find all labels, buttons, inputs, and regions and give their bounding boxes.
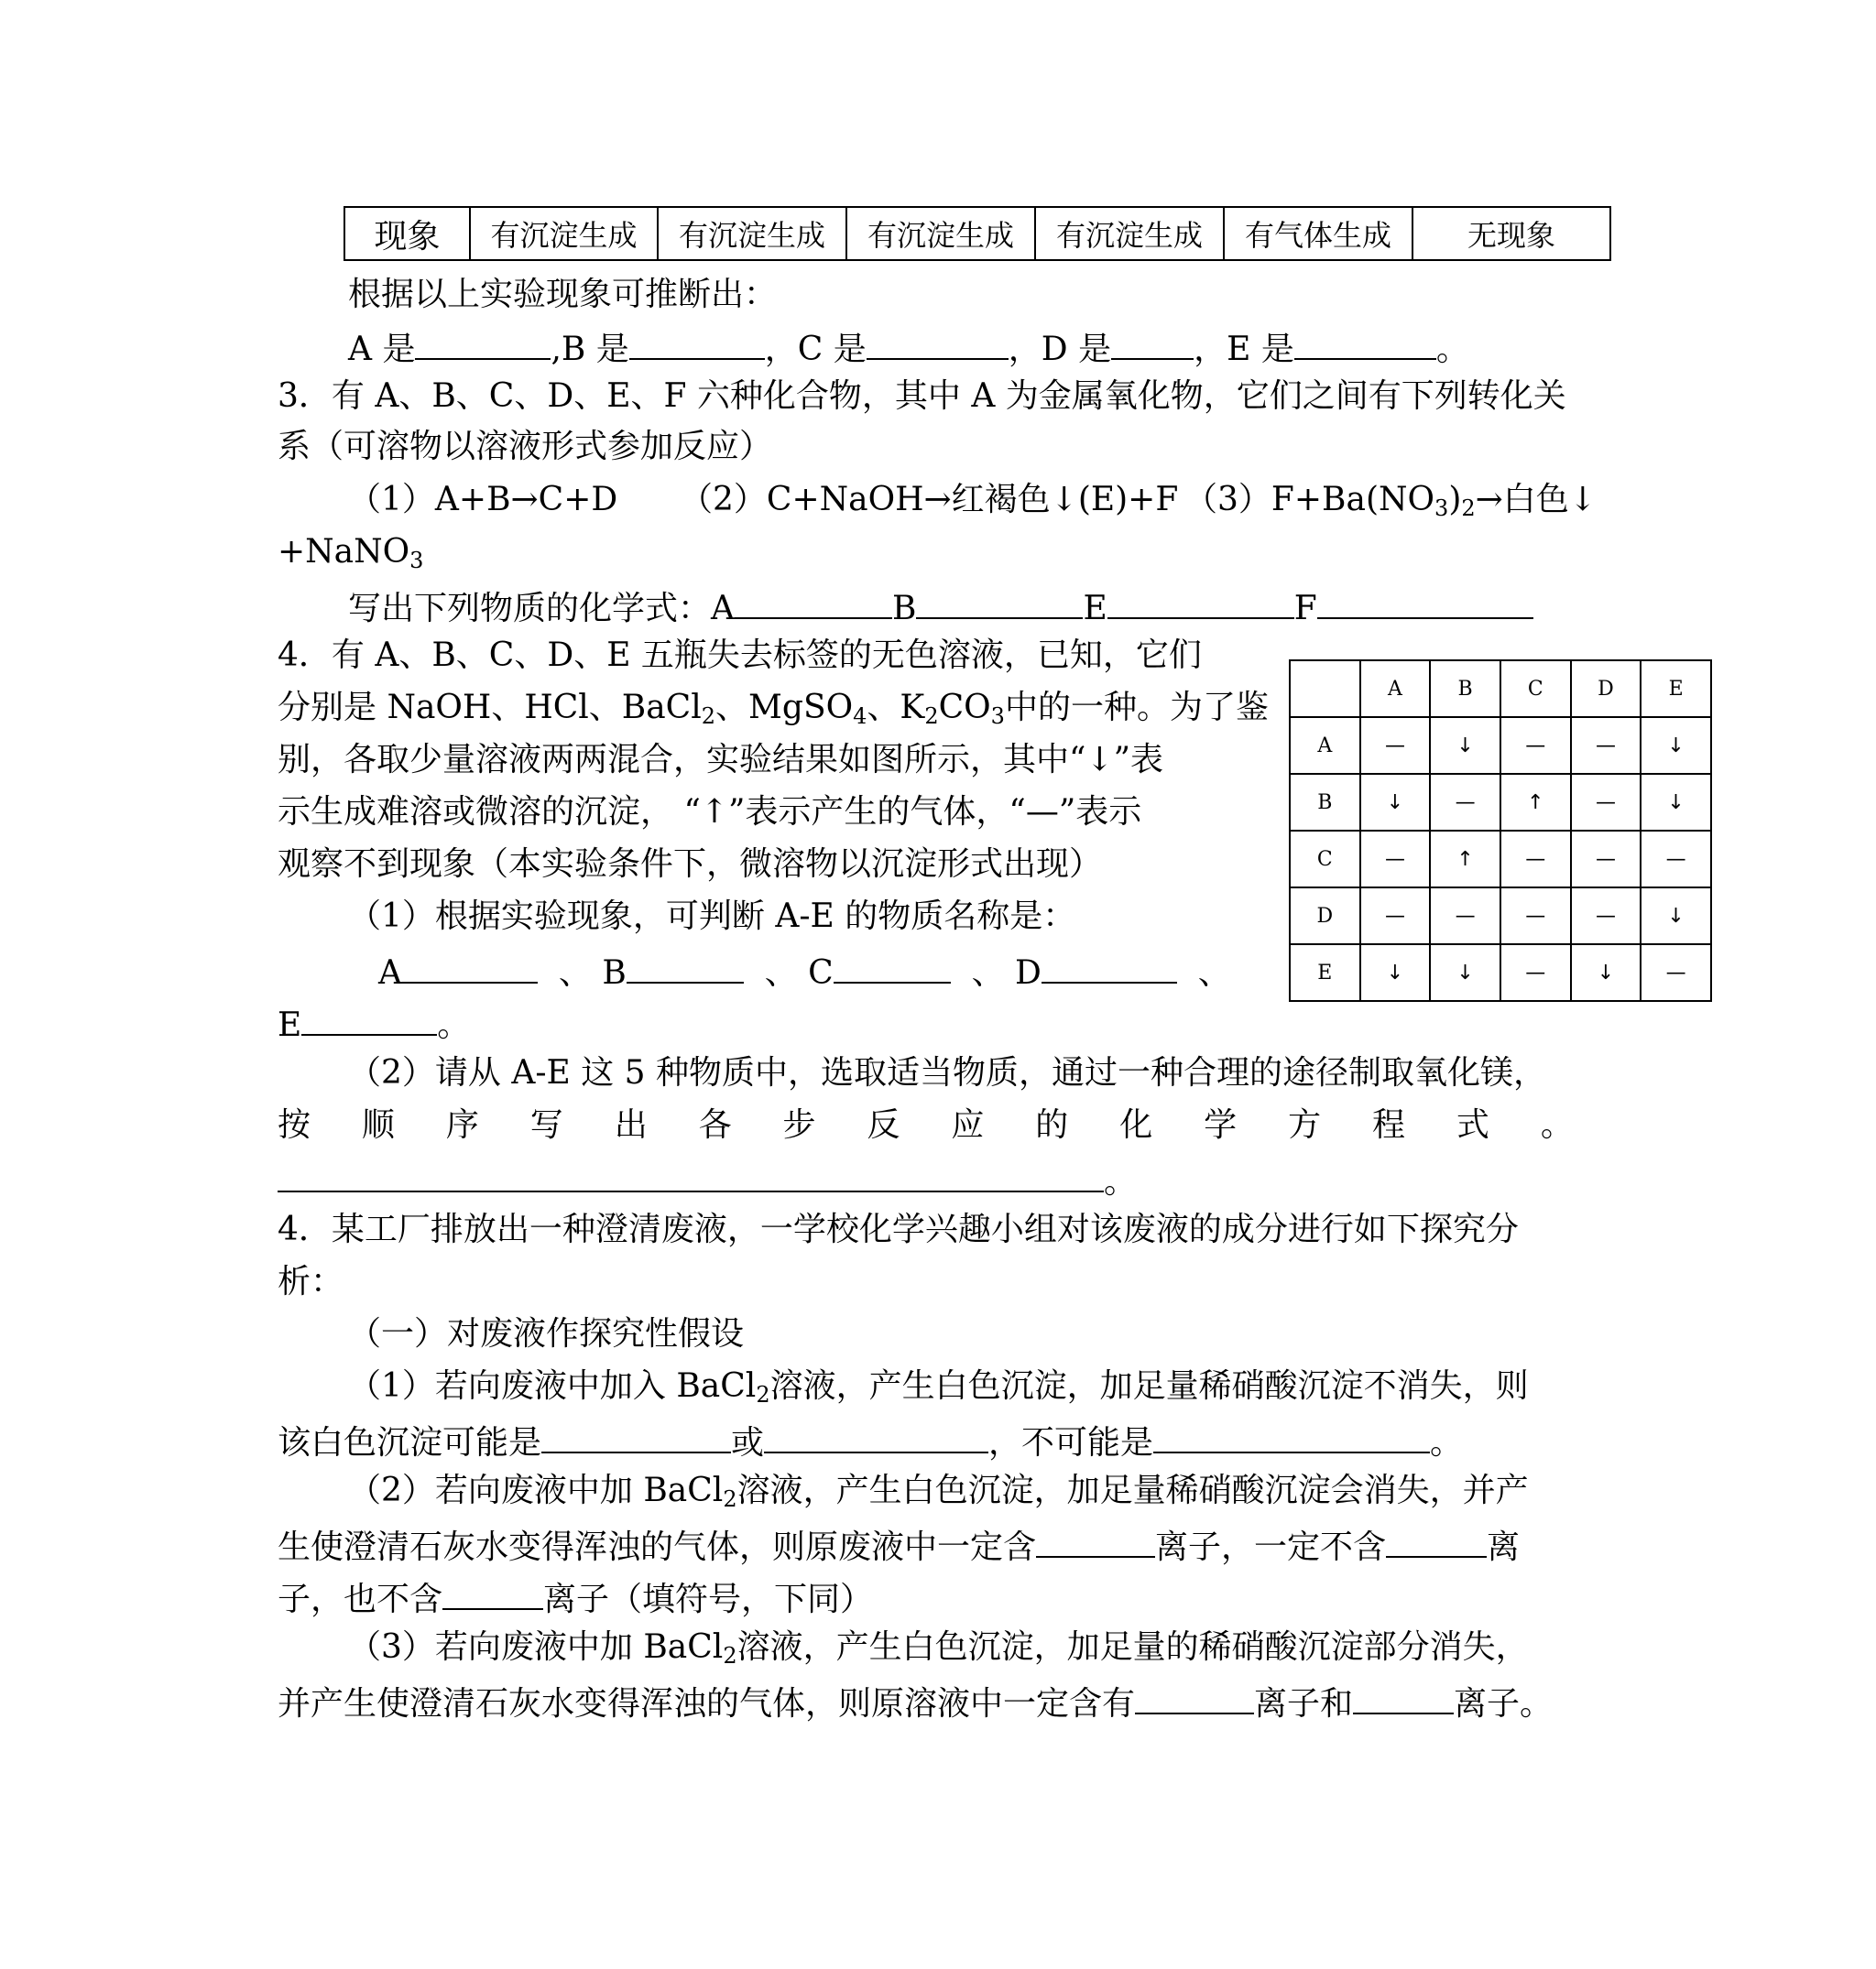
- q4-line-3: 别，各取少量溶液两两混合，实验结果如图所示，其中“↓”表: [278, 741, 1163, 778]
- grid-cell: —: [1430, 774, 1500, 831]
- grid-cell: ↓: [1360, 944, 1431, 1001]
- observation-table: [344, 206, 1611, 261]
- blank-c[interactable]: [867, 327, 1009, 360]
- spread-char: 应: [951, 1106, 985, 1144]
- blank-a[interactable]: [415, 327, 551, 360]
- blank-q3-e[interactable]: [1107, 586, 1294, 619]
- grid-cell: —: [1360, 717, 1431, 774]
- blank-q4-b[interactable]: [627, 951, 744, 984]
- mixing-result-grid: [1289, 659, 1712, 1002]
- spread-char: 程: [1371, 1106, 1405, 1144]
- grid-row-label: D: [1290, 887, 1360, 944]
- grid-cell: —: [1571, 717, 1642, 774]
- grid-header-cell: [1290, 660, 1360, 717]
- blank-q5-7[interactable]: [1135, 1681, 1254, 1714]
- spread-char: 步: [782, 1106, 816, 1144]
- grid-cell: —: [1571, 774, 1642, 831]
- blank-q5-4[interactable]: [1036, 1525, 1155, 1558]
- q4-line-2: 分别是 NaOH、HCl、BaCl$_2$、MgSO$_4$、$K_2CO_3$中的一种。为了鉴: [278, 689, 1269, 729]
- spread-char: 化: [1119, 1106, 1153, 1144]
- q3-line-2: 系（可溶物以溶液形式参加反应）: [278, 428, 773, 465]
- blank-q4-d[interactable]: [1042, 951, 1177, 984]
- grid-cell: —: [1360, 831, 1431, 887]
- grid-row: [1290, 831, 1711, 887]
- spread-char: 写: [529, 1106, 563, 1144]
- spread-char: 顺: [361, 1106, 395, 1144]
- grid-cell: —: [1571, 831, 1642, 887]
- grid-cell: ↓: [1641, 717, 1711, 774]
- blank-q5-8[interactable]: [1353, 1681, 1454, 1714]
- grid-header-cell: E: [1641, 660, 1711, 717]
- obs-cell: 有沉淀生成: [1035, 207, 1224, 260]
- q4-line-8: （2）请从 A-E 这 5 种物质中，选取适当物质，通过一种合理的途径制取氧化镁，: [348, 1054, 1547, 1092]
- blank-b[interactable]: [629, 327, 765, 360]
- blank-q4-equations[interactable]: [278, 1159, 1104, 1192]
- obs-cell: 有沉淀生成: [846, 207, 1035, 260]
- grid-cell: —: [1641, 831, 1711, 887]
- grid-row-label: B: [1290, 774, 1360, 831]
- grid-cell: —: [1571, 887, 1642, 944]
- grid-cell: ↓: [1430, 944, 1500, 1001]
- grid-header-cell: C: [1500, 660, 1571, 717]
- grid-header-cell: D: [1571, 660, 1642, 717]
- q4-answer-line: A 、 B 、 C 、 D 、: [378, 951, 1231, 992]
- obs-cell: 无现象: [1412, 207, 1610, 260]
- infer-line: 根据以上实验现象可推断出：: [348, 276, 778, 313]
- q4-line-6: （1）根据实验现象，可判断 A-E 的物质名称是：: [348, 897, 1076, 935]
- q5-line-9: （3）若向废液中加 BaCl$_2$溶液，产生白色沉淀，加足量的稀硝酸沉淀部分消失，: [348, 1628, 1529, 1669]
- q3-reaction-1: （1）A+B→C+D: [348, 481, 618, 518]
- spread-char: 。: [1540, 1106, 1574, 1144]
- q4-line-5: 观察不到现象（本实验条件下，微溶物以沉淀形式出现）: [278, 845, 1103, 883]
- blank-q5-6[interactable]: [442, 1577, 543, 1610]
- grid-row: [1290, 887, 1711, 944]
- spread-char: 的: [1035, 1106, 1069, 1144]
- grid-cell: ↓: [1571, 944, 1642, 1001]
- grid-row: [1290, 944, 1711, 1001]
- q3-reaction-3-cont: +NaNO$_3$: [278, 533, 424, 573]
- grid-cell: ↑: [1500, 774, 1571, 831]
- blank-q5-5[interactable]: [1386, 1525, 1487, 1558]
- grid-row: [1290, 717, 1711, 774]
- grid-cell: —: [1360, 887, 1431, 944]
- grid-cell: —: [1500, 944, 1571, 1001]
- blank-q4-a[interactable]: [402, 951, 538, 984]
- q4-answer-line-e: E 。: [278, 1003, 470, 1044]
- spread-char: 方: [1288, 1106, 1322, 1144]
- grid-row: [1290, 774, 1711, 831]
- spread-char: 出: [614, 1106, 648, 1144]
- grid-row-label: A: [1290, 717, 1360, 774]
- grid-cell: —: [1500, 717, 1571, 774]
- q3-line-1: 3．有 A、B、C、D、E、F 六种化合物，其中 A 为金属氧化物，它们之间有下列转化关: [278, 377, 1566, 415]
- grid-cell: —: [1430, 887, 1500, 944]
- q3-reaction-2: （2）C+NaOH→红褐色↓(E)+F: [680, 481, 1179, 518]
- q5-line-4: （1）若向废液中加入 BaCl$_2$溶液，产生白色沉淀，加足量稀硝酸沉淀不消失，则: [348, 1367, 1529, 1408]
- q4-line-10: 。: [278, 1159, 1137, 1201]
- obs-cell: 现象: [344, 207, 470, 260]
- q5-line-1: 4．某工厂排放出一种澄清废液，一学校化学兴趣小组对该废液的成分进行如下探究分: [278, 1211, 1519, 1248]
- obs-cell: 有气体生成: [1224, 207, 1412, 260]
- blank-q5-1[interactable]: [541, 1420, 731, 1453]
- grid-cell: —: [1641, 944, 1711, 1001]
- spread-char: 按: [278, 1106, 311, 1144]
- q5-line-7: 生使澄清石灰水变得浑浊的气体，则原废液中一定含 离子，一定不含 离: [278, 1525, 1520, 1566]
- q4-line-1: 4．有 A、B、C、D、E 五瓶失去标签的无色溶液，已知，它们: [278, 636, 1202, 674]
- blank-q3-a[interactable]: [735, 586, 892, 619]
- blank-q4-c[interactable]: [834, 951, 951, 984]
- grid-header-cell: B: [1430, 660, 1500, 717]
- observation-row: [344, 207, 1610, 260]
- grid-row-label: E: [1290, 944, 1360, 1001]
- obs-cell: 有沉淀生成: [658, 207, 846, 260]
- grid-row-label: C: [1290, 831, 1360, 887]
- q5-line-8: 子，也不含 离子（填符号，下同）: [278, 1577, 873, 1618]
- grid-header-cell: A: [1360, 660, 1431, 717]
- blank-q3-f[interactable]: [1317, 586, 1533, 619]
- spread-char: 反: [867, 1106, 900, 1144]
- q3-write-line: 写出下列物质的化学式：A B E F: [348, 586, 1533, 627]
- blank-q4-e[interactable]: [301, 1003, 437, 1036]
- answer-line-q2: A 是 ,B 是 ，C 是 ，D 是 ，E 是 。: [348, 327, 1469, 368]
- obs-cell: 有沉淀生成: [470, 207, 658, 260]
- q3-reaction-3: $(3)F+Ba(NO_3)_2\to$白色↓: [1184, 481, 1597, 521]
- q5-line-3: （一）对废液作探究性假设: [348, 1315, 745, 1353]
- q4-line-4: 示生成难溶或微溶的沉淀， “↑”表示产生的气体，“—”表示: [278, 793, 1142, 831]
- grid-cell: ↓: [1641, 887, 1711, 944]
- grid-cell: ↓: [1360, 774, 1431, 831]
- q5-line-6: （2）若向废液中加 BaCl$_2$溶液，产生白色沉淀，加足量稀硝酸沉淀会消失，并产: [348, 1472, 1529, 1512]
- blank-d[interactable]: [1111, 327, 1194, 360]
- spread-char: 式: [1456, 1106, 1489, 1144]
- blank-q5-3[interactable]: [1153, 1420, 1430, 1453]
- grid-cell: ↓: [1641, 774, 1711, 831]
- q5-line-10: 并产生使澄清石灰水变得浑浊的气体，则原溶液中一定含有 离子和 离子。: [278, 1681, 1553, 1723]
- q4-line-9: [278, 1107, 1574, 1144]
- grid-cell: —: [1500, 831, 1571, 887]
- blank-q5-2[interactable]: [764, 1420, 988, 1453]
- spread-char: 序: [445, 1106, 479, 1144]
- spread-char: 学: [1204, 1106, 1238, 1144]
- grid-cell: ↑: [1430, 831, 1500, 887]
- spread-char: 各: [698, 1106, 732, 1144]
- grid-cell: ↓: [1430, 717, 1500, 774]
- q5-line-5: 该白色沉淀可能是 或 ，不可能是 。: [278, 1420, 1463, 1462]
- blank-q3-b[interactable]: [916, 586, 1083, 619]
- blank-e[interactable]: [1294, 327, 1436, 360]
- grid-header-row: [1290, 660, 1711, 717]
- q5-line-2: 析：: [278, 1263, 344, 1300]
- grid-cell: —: [1500, 887, 1571, 944]
